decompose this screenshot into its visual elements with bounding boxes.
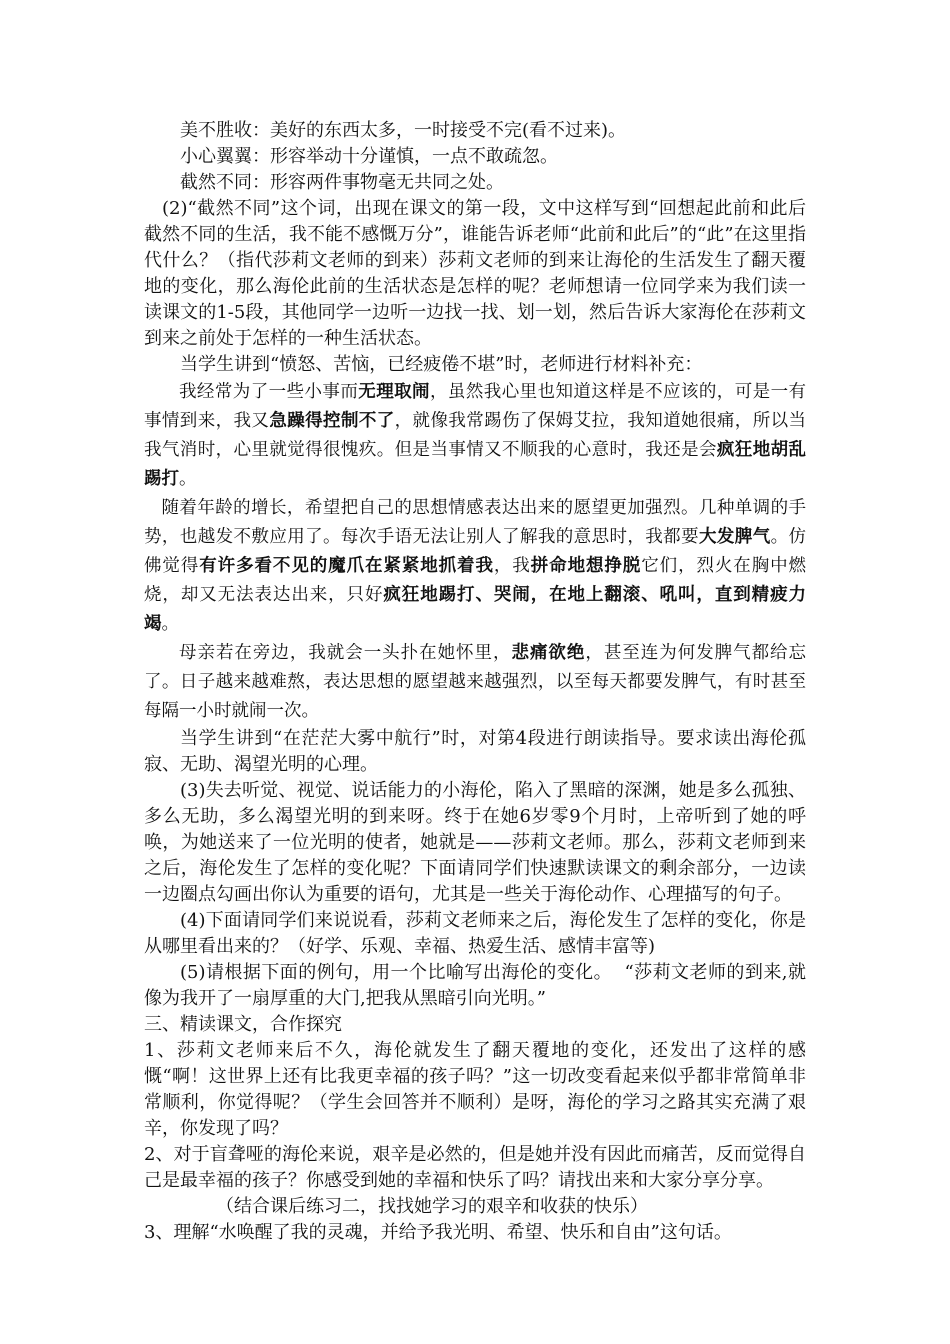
definition-line: 截然不同：形容两件事物毫无共同之处。	[180, 172, 504, 193]
quote-paragraph-1: 我经常为了一些小事而无理取闹，虽然我心里也知道这样是不应该的，可是一有事情到来，我又急躁得控制不了，就像我常踢伤了保姆艾拉，我知道她很痛，所以当我气消时，心里就觉得很愧疚。但是当事情又不顺我的心意时，我还是会疯狂地胡乱踢打。	[144, 382, 807, 489]
paragraph-4: (4)下面请同学们来说说看，莎莉文老师来之后，海伦发生了怎样的变化，你是从哪里看出来的？（好学、乐观、幸福、热爱生活、感情丰富等)	[144, 910, 806, 957]
section-3-title: 三、精读课文，合作探究	[144, 1014, 342, 1035]
quote-paragraph-2: 随着年龄的增长，希望把自己的思想情感表达出来的愿望更加强烈。几种单调的手势，也越发不敷应用了。每次手语无法让别人了解我的意思时，我都要大发脾气。仿佛觉得有许多看不见的魔爪在紧紧地抓着我，我拼命地想挣脱它们，烈火在胸中燃烧，却又无法表达出来，只好疯狂地踢打、哭闹，在地上翻滚、吼叫，直到精疲力竭。	[144, 498, 807, 634]
emphasis: 大发脾气	[698, 527, 771, 547]
supplement-intro: 当学生讲到“愤怒、苦恼，已经疲倦不堪”时，老师进行材料补充：	[180, 354, 703, 375]
emphasis: 拼命地想挣脱	[530, 556, 642, 576]
emphasis: 有许多看不见的魔爪在紧紧地抓着我	[199, 556, 494, 576]
paragraph-3: (3)失去听觉、视觉、说话能力的小海伦，陷入了黑暗的深渊，她是多么孤独、多么无助，多么渴望光明的到来呀。终于在她6岁零9个月时，上帝听到了她的呼唤，为她送来了一位光明的使者，她就是——莎莉文老师。那么，莎莉文老师到来之后，海伦发生了怎样的变化呢？下面请同学们快速默读课文的剩余部分，一边读一边圈点勾画出你认为重要的语句，尤其是一些关于海伦动作、心理描写的句子。	[144, 780, 806, 905]
example-sentence: “莎莉文老师的到来,就像为我开了一扇厚重的大门,把我从黑暗引向光明。”	[144, 962, 806, 1009]
item-3: 3、理解“水唤醒了我的灵魂，并给予我光明、希望、快乐和自由”这句话。	[144, 1222, 732, 1243]
document-page	[144, 118, 806, 1246]
definition-line: 美不胜收：美好的东西太多，一时接受不完(看不过来)。	[180, 120, 627, 141]
emphasis: 疯狂地踢打、哭闹，在地上翻滚、吼叫，直到精疲力竭	[144, 585, 807, 634]
paragraph-2: (2)“截然不同”这个词，出现在课文的第一段，文中这样写到“回想起此前和此后截然不同的生活，我不能不感慨万分”，谁能告诉老师“此前和此后”的“此”在这里指代什么？（指代莎莉文老师的到来）莎莉文老师的到来让海伦的生活发生了翻天覆地的变化，那么海伦此前的生活状态是怎样的呢？老师想请一位同学来为我们读一读课文的1-5段，其他同学一边听一边找一找、划一划，然后告诉大家海伦在莎莉文到来之前处于怎样的一种生活状态。	[144, 198, 806, 349]
item-2: 2、对于盲聋哑的海伦来说，艰辛是必然的，但是她并没有因此而痛苦，反而觉得自己是最幸福的孩子？你感受到她的幸福和快乐了吗？请找出来和大家分享分享。	[144, 1144, 806, 1191]
item-2-note: （结合课后练习二，找找她学习的艰辛和收获的快乐）	[216, 1196, 648, 1217]
item-1: 1、莎莉文老师来后不久，海伦就发生了翻天覆地的变化，还发出了这样的感慨“啊！这世界上还有比我更幸福的孩子吗？”这一切改变看起来似乎都非常简单非常顺利，你觉得呢？（学生会回答并不顺利）是呀，海伦的学习之路其实充满了艰辛，你发现了吗？	[144, 1040, 806, 1139]
emphasis: 疯狂地胡乱踢打	[144, 440, 807, 489]
emphasis: 悲痛欲绝	[511, 643, 586, 663]
quote-paragraph-3: 母亲若在旁边，我就会一头扑在她怀里，悲痛欲绝，甚至连为何发脾气都给忘了。日子越来越难熬，表达思想的愿望越来越强烈，以至每天都要发脾气，有时甚至每隔一小时就闹一次。	[144, 643, 807, 721]
emphasis: 无理取闹	[358, 382, 430, 402]
paragraph-fog: 当学生讲到“在茫茫大雾中航行”时，对第4段进行朗读指导。要求读出海伦孤寂、无助、渴望光明的心理。	[144, 728, 806, 775]
emphasis: 急躁得控制不了	[269, 411, 395, 431]
paragraph-5: (5)请根据下面的例句，用一个比喻写出海伦的变化。 “莎莉文老师的到来,就像为我开了一扇厚重的大门,把我从黑暗引向光明。”	[144, 962, 806, 1009]
definition-line: 小心翼翼：形容举动十分谨慎，一点不敢疏忽。	[180, 146, 558, 167]
